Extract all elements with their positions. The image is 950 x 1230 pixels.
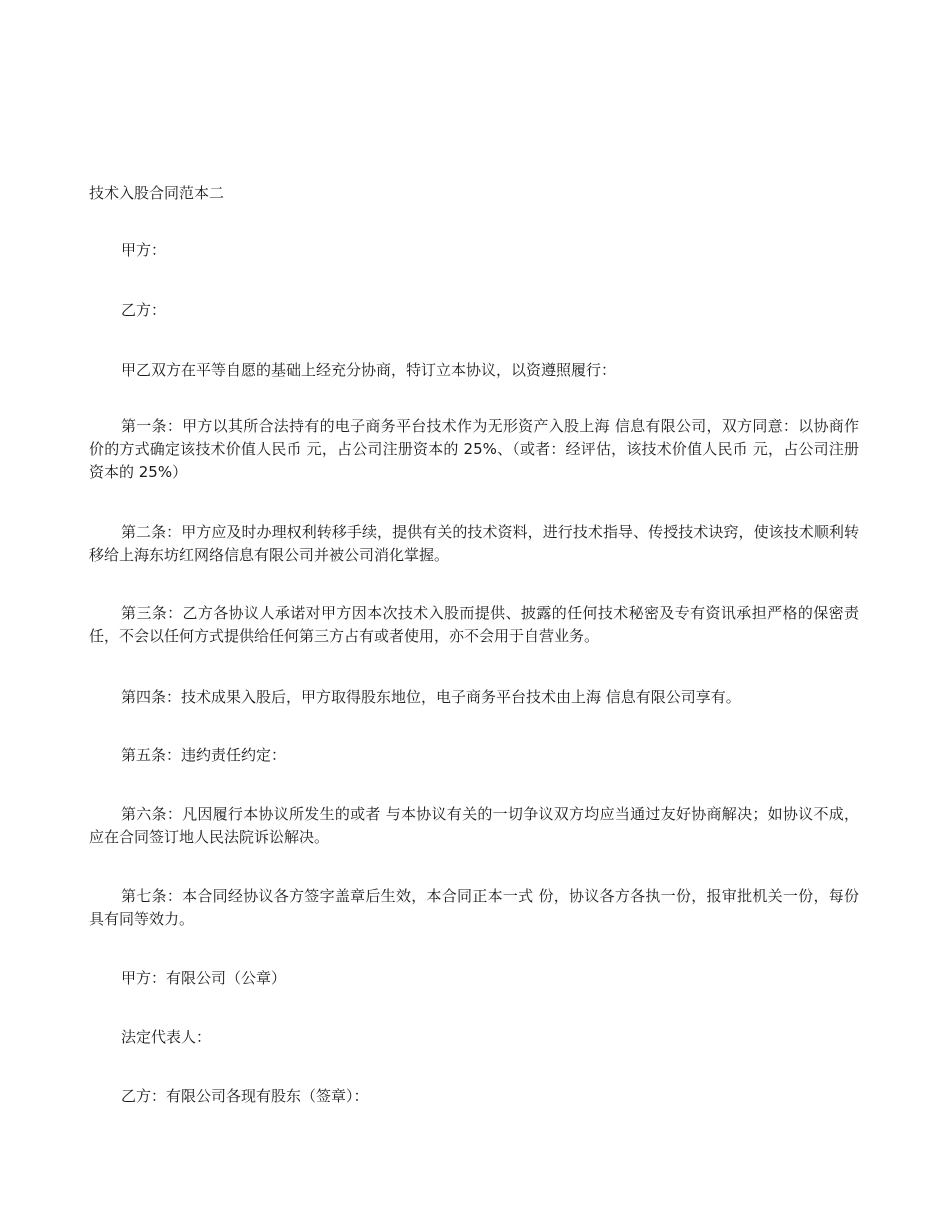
party-b-line: 乙方： [121, 301, 167, 319]
article-5-paragraph: 第五条：违约责任约定： [121, 746, 287, 764]
article-2-paragraph: 第二条：甲方应及时办理权利转移手续，提供有关的技术资料，进行技术指导、传授技术诀窍，使该技术顺利转移给上海东坊红网络信息有限公司并被公司消化掌握。 [89, 523, 859, 564]
party-a-line: 甲方： [121, 241, 167, 259]
document-title: 技术入股合同范本二 [89, 184, 225, 202]
article-7-paragraph: 第七条：本合同经协议各方签字盖章后生效，本合同正本一式 份，协议各方各执一份，报审批机关一份，每份具有同等效力。 [89, 887, 859, 928]
party-a-seal-line: 甲方：有限公司（公章） [121, 969, 287, 987]
article-6-paragraph: 第六条：凡因履行本协议所发生的或者 与本协议有关的一切争议双方均应当通过友好协商解决；如协议不成，应在合同签订地人民法院诉讼解决。 [89, 805, 859, 846]
preamble-paragraph: 甲乙双方在平等自愿的基础上经充分协商，特订立本协议，以资遵照履行： [121, 361, 617, 379]
legal-representative-line: 法定代表人： [121, 1028, 212, 1046]
article-3-paragraph: 第三条：乙方各协议人承诺对甲方因本次技术入股而提供、披露的任何技术秘密及专有资讯承担严格的保密责任，不会以任何方式提供给任何第三方占有或者使用，亦不会用于自营业务。 [89, 604, 859, 645]
article-4-paragraph: 第四条：技术成果入股后，甲方取得股东地位，电子商务平台技术由上海 信息有限公司享有。 [121, 688, 741, 706]
article-1-paragraph: 第一条：甲方以其所合法持有的电子商务平台技术作为无形资产入股上海 信息有限公司，双方同意：以协商作价的方式确定该技术价值人民币 元，占公司注册资本的 25%、（或者：经评估，该技术价值人民币 元，占公司注册资本的 25%） [89, 417, 859, 481]
party-b-signature-line: 乙方：有限公司各现有股东（签章）： [121, 1087, 369, 1105]
